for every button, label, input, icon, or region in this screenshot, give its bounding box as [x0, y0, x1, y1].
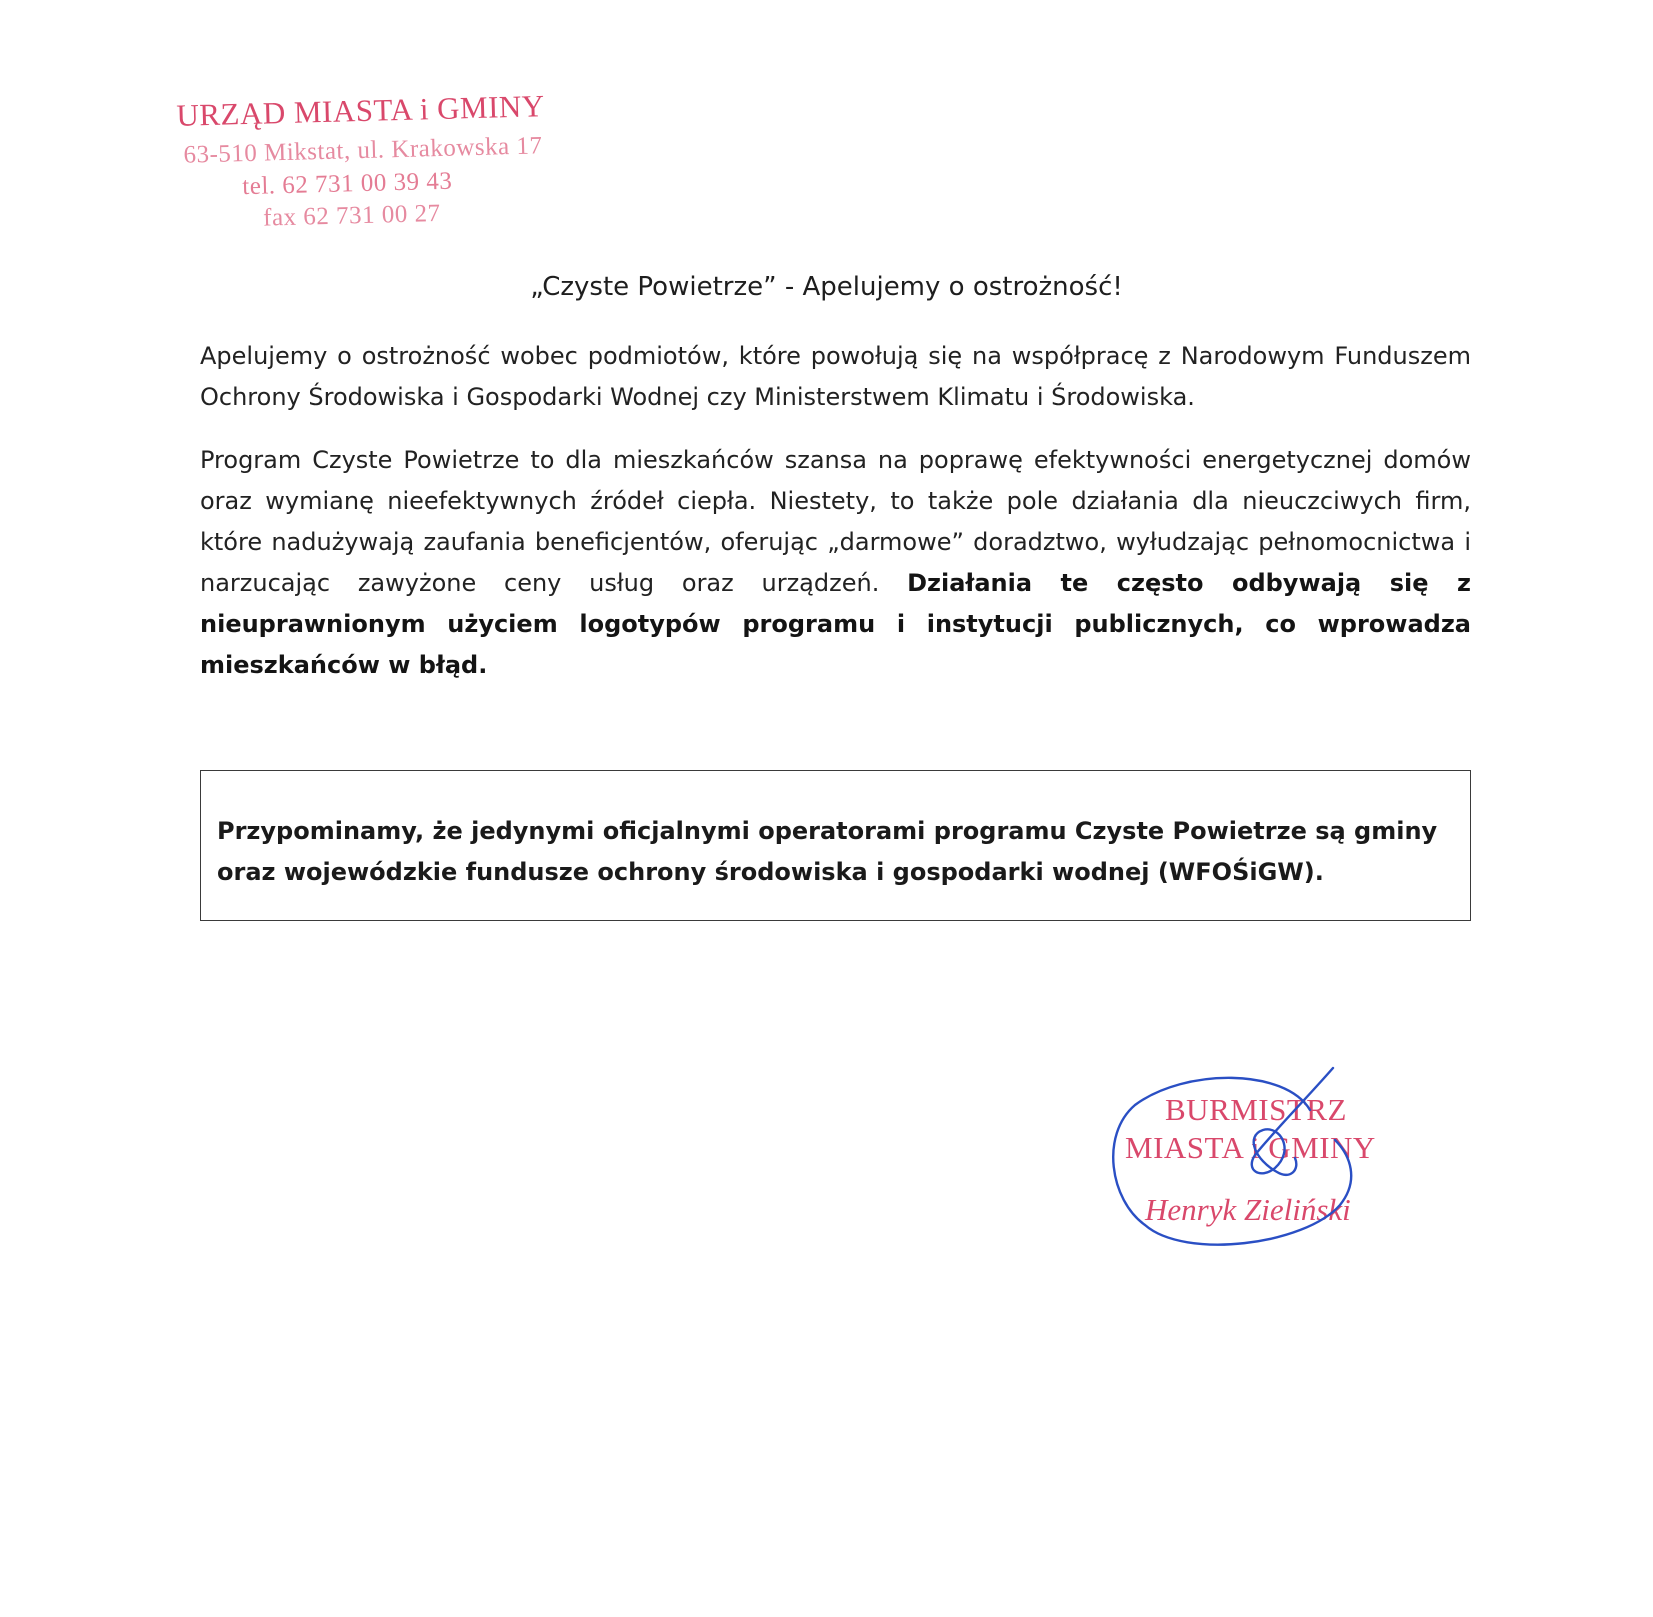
office-stamp-name: URZĄD MIASTA i GMINY [175, 88, 546, 133]
office-stamp-fax: fax 62 731 00 27 [262, 199, 441, 232]
handwritten-signature-icon [1105, 1060, 1425, 1250]
office-stamp-address: 63-510 Mikstat, ul. Krakowska 17 [183, 132, 543, 169]
paragraph-warning: Apelujemy o ostrożność wobec podmiotów, które powołują się na współpracę z Narodowym Funduszem Ochrony Środowiska i Gospodarki Wodnej czy Ministerstwem Klimatu i Środowiska. [200, 342, 1471, 411]
signature-stamp-office: MIASTA i GMINY [1125, 1130, 1376, 1165]
paragraph-program-regular-text: Program Czyste Powietrze to dla mieszkańców szansa na poprawę efektywności energetycznej domów oraz wymianę nieefektywnych źródeł ciepła. Niestety, to także pole działania dla nieuczciwych firm, które nadużywają zaufania beneficjentów, oferując „darmowe” doradztwo, wyłudzając pełnomocnictwa i narzucając zawyżone ceny usług oraz urządzeń. [200, 446, 1471, 597]
signature-stamp-name: Henryk Zieliński [1145, 1192, 1351, 1227]
mayor-signature-stamp [1105, 1060, 1425, 1250]
office-stamp-phone: tel. 62 731 00 39 43 [241, 167, 453, 201]
document-title: „Czyste Powietrze” - Apelujemy o ostrożność! [530, 272, 1123, 302]
signature-stamp-title: BURMISTRZ [1165, 1092, 1347, 1127]
official-operators-notice-box [200, 770, 1471, 921]
paragraph-program-bold-text: Działania te często odbywają się z nieuprawnionym użyciem logotypów programu i instytucji publicznych, co wprowadza mieszkańców w błąd. [200, 569, 1471, 679]
office-stamp [170, 88, 554, 243]
paragraph-program-info [200, 440, 1471, 686]
official-operators-notice-text: Przypominamy, że jedynymi oficjalnymi operatorami programu Czyste Powietrze są gminy oraz wojewódzkie fundusze ochrony środowiska i gospodarki wodnej (WFOŚiGW). [217, 817, 1438, 886]
